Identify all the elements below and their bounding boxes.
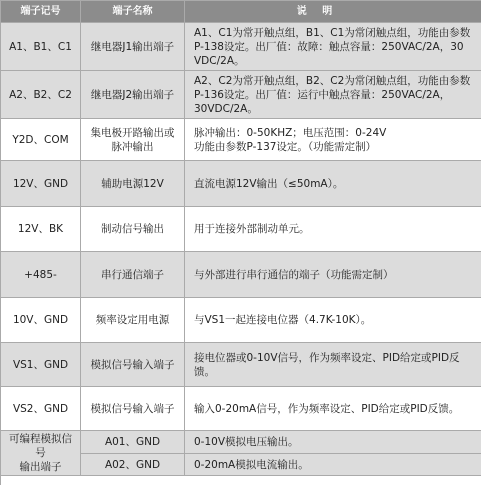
row-10-code: A01、GND [81,431,185,454]
row-1-name: 继电器J1输出端子 [81,23,185,71]
row-2-desc: A2、C2为常开触点组，B2、C2为常闭触点组，功能由参数 P-136设定。出厂值：运行中触点容量：250VAC/2A， 30VDC/2A。 [185,71,481,119]
row-8-code: VS1、GND [1,343,81,387]
row-11-code: A02、GND [81,454,185,476]
row-6-code: +485- [1,252,81,298]
row-1-desc: A1、C1为常开触点组，B1、C1为常闭触点组，功能由参数 P-138设定。出厂值：故障：触点容量：250VAC/2A，30 VDC/2A。 [185,23,481,71]
row-2-code: A2、B2、C2 [1,71,81,119]
header-code: 端子记号 [1,1,81,23]
row-6-desc: 与外部进行串行通信的端子（功能需定制） [185,252,481,298]
row-5-name: 制动信号输出 [81,207,185,252]
row-7-desc: 与VS1一起连接电位器（4.7K-10K）。 [185,298,481,343]
row-8-desc: 接电位器或0-10V信号，作为频率设定、PID给定或PID反馈。 [185,343,481,387]
row-6-name: 串行通信端子 [81,252,185,298]
row-8-name: 模拟信号输入端子 [81,343,185,387]
header-desc: 说 明 [185,1,481,23]
row-1-code: A1、B1、C1 [1,23,81,71]
row-7-name: 频率设定用电源 [81,298,185,343]
header-name: 端子名称 [81,1,185,23]
row-4-code: 12V、GND [1,161,81,207]
row-9-desc: 输入0-20mA信号，作为频率设定、PID给定或PID反馈。 [185,387,481,431]
row-10-desc: 0-10V模拟电压输出。 [185,431,481,454]
row-7-code: 10V、GND [1,298,81,343]
row-11-desc: 0-20mA模拟电流输出。 [185,454,481,476]
row-3-code: Y2D、COM [1,119,81,161]
row-4-name: 辅助电源12V [81,161,185,207]
row-5-code: 12V、BK [1,207,81,252]
row-3-name: 集电极开路输出或 脉冲输出 [81,119,185,161]
row-4-desc: 直流电源12V输出（≤50mA）。 [185,161,481,207]
row-5-desc: 用于连接外部制动单元。 [185,207,481,252]
row-10-11-shared-name: 可编程模拟信号 输出端子 [1,431,81,476]
row-9-code: VS2、GND [1,387,81,431]
row-3-desc: 脉冲输出：0-50KHZ；电压范围：0-24V 功能由参数P-137设定。（功能需定制） [185,119,481,161]
row-2-name: 继电器J2输出端子 [81,71,185,119]
row-9-name: 模拟信号输入端子 [81,387,185,431]
